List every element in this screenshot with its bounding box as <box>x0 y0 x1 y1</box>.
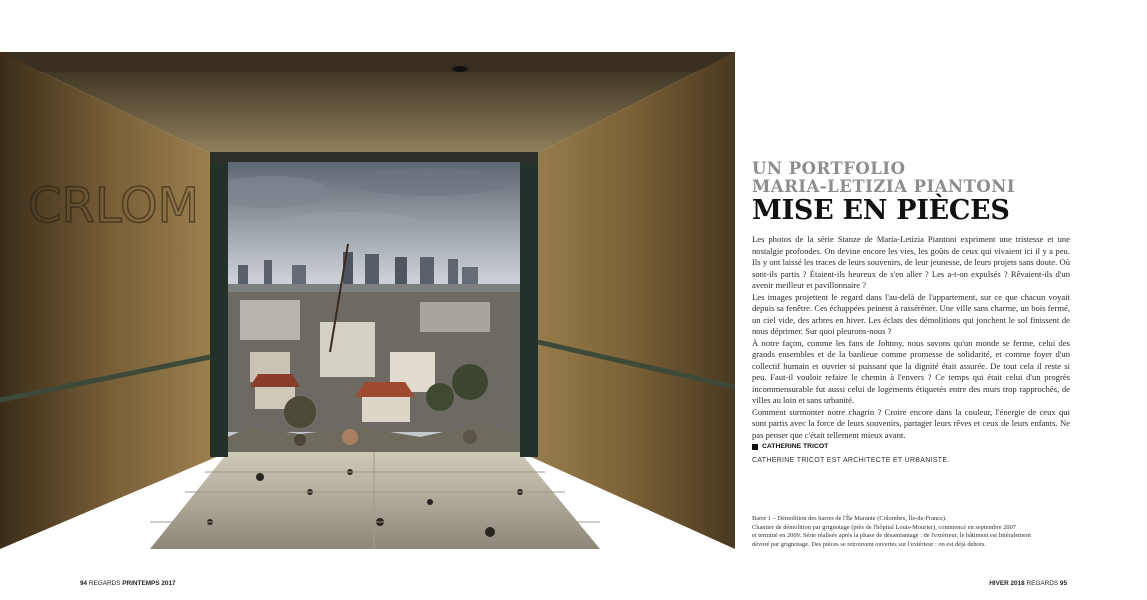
magazine-name-left: REGARDS <box>88 580 121 587</box>
kicker-portfolio: UN PORTFOLIO <box>752 159 906 178</box>
svg-text:CRLOM: CRLOM <box>28 178 200 234</box>
magazine-name-right: REGARDS <box>1026 580 1059 587</box>
article-column <box>752 160 1070 464</box>
paragraph-2: Les images projettent le regard dans l'au-delà de l'appartement, sur ce que chacun voyait depuis sa fenêtre. Ces échappées peinent à rasséréner. Une ville sans charme, un bois fermé, un ciel vide, des arbres en hiver. Les éclats des démolitions qui jonchent le sol finissent de nous déprimer. Sur quoi pleurons-nous ? <box>752 291 1070 336</box>
folio-left <box>80 580 176 587</box>
caption-line: et terminé en 2009. Série réalisée après la phase de désamiantage : de l'extérieur, le bâtiment est littéralement <box>752 532 1031 540</box>
author-signature <box>752 443 1070 450</box>
caption-line: Barre 1 – Démolition des barres de l'Île Marante (Colombes, Île-de-France). <box>752 515 947 522</box>
paragraph-1: Les photos de la série Stanze de Maria-Letizia Piantoni expriment une tristesse et une nostalgie profondes. On devine encore les vies, les goûts de ceux qui vivaient ici il y a peu. Ils y ont laissé les traces de leurs souvenirs, de leur jeunesse, de leurs projets sans doute. Où sont-ils partis ? Étaient-ils heureux de s'en aller ? Les a-t-on expulsés ? Rêvaient-ils d'un avenir meilleur et pavillonnaire ? <box>752 234 1070 290</box>
issue-right: HIVER 2018 <box>989 580 1025 587</box>
issue-left: PRINTEMPS 2017 <box>122 580 176 587</box>
kicker-photographer: MARIA-LETIZIA PIANTONI <box>752 177 1016 196</box>
caption-line: dévoré par grignotage. Des pièces se retrouvent ouvertes sur l'extérieur : on est déjà dehors. <box>752 540 986 548</box>
square-bullet-icon <box>752 444 758 450</box>
page-number-right: 95 <box>1059 580 1067 587</box>
paragraph-4: Comment surmonter notre chagrin ? Croire encore dans la couleur, l'énergie de ceux qui sont partis avec la force de leurs souvenirs, partager leurs rêves et ceux de leurs enfants. Ne pas penser que c'était tellement mieux avant. <box>752 406 1070 440</box>
paragraph-3: À notre façon, comme les fans de Johnny, nous savons qu'un monde se ferme, celui des grands ensembles et de la banlieue comme promesse de solidarité, et comme foyer d'un collectif humain et ouvrier si puissant que la dignité était assurée. De tout cela il reste si peu. Faut-il vouloir refaire le chemin à l'envers ? Ce temps qui était celui d'un progrès incommensurable fut aussi celui de logements étiquetés entre des murs trop rapprochés, de villes au loin et sans urbanité. <box>752 337 1070 405</box>
folio-right <box>989 580 1067 587</box>
portfolio-photo <box>0 52 735 549</box>
headline: MISE EN PIÈCES <box>752 195 1010 226</box>
author-name: CATHERINE TRICOT <box>762 443 829 450</box>
caption-line: Chantier de démolition par grignotage (près de l'hôpital Louis-Mourier), commencé en septembre 2007 <box>752 523 1016 531</box>
page-number-left: 94 <box>80 580 88 587</box>
photo-caption <box>752 515 1072 549</box>
article-body <box>752 234 1070 441</box>
author-bio: CATHERINE TRICOT EST ARCHITECTE ET URBANISTE. <box>752 457 950 464</box>
